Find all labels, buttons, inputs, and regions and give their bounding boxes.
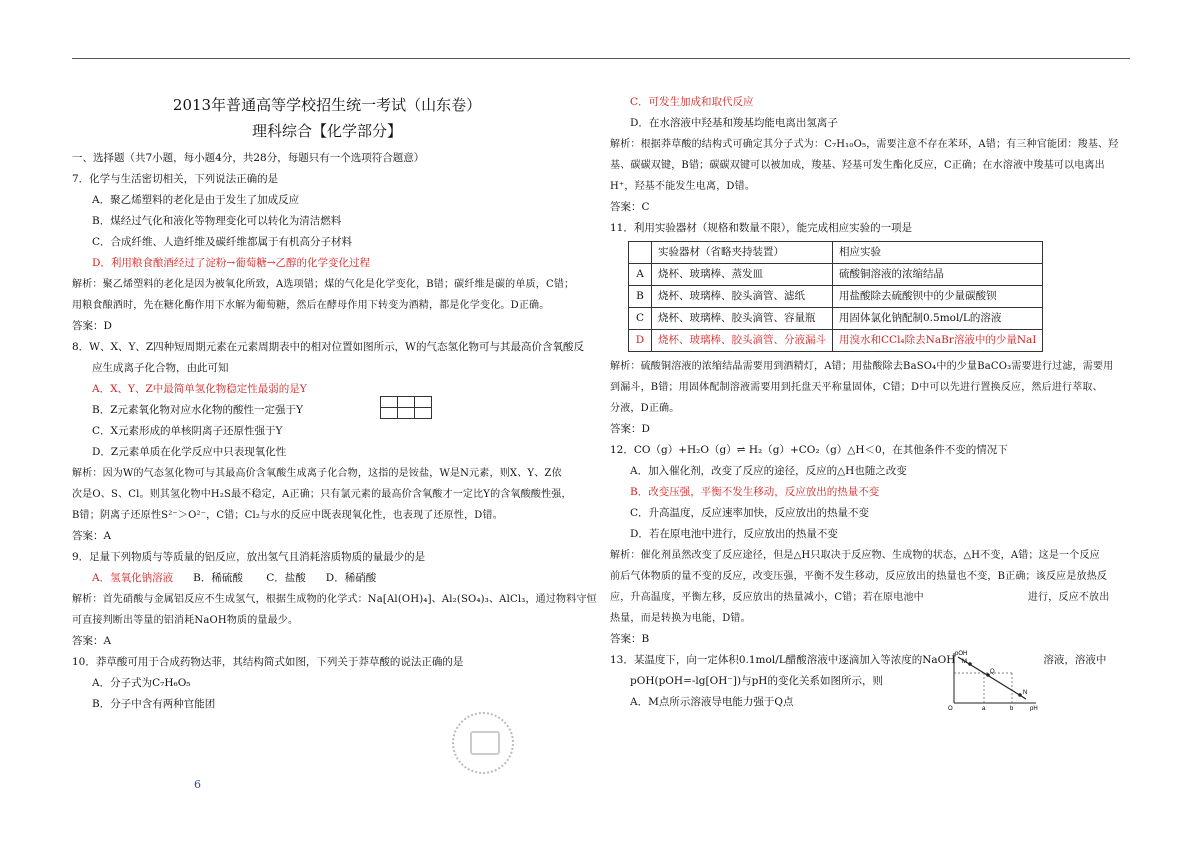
q10-answer: 答案：C [610,201,650,213]
q9-option-a: A．氢氧化钠溶液 [92,572,174,584]
q9-answer: 答案：A [72,635,112,647]
q7-answer: 答案：D [72,320,112,332]
q7-stem: 7．化学与生活密切相关，下列说法正确的是 [72,173,279,185]
q7-option-d: D．利用粮食酿酒经过了淀粉→葡萄糖→乙醇的化学变化过程 [92,257,371,269]
periodic-table-fragment [380,396,432,419]
q12-option-c: C．升高温度，反应速率加快，反应放出的热量不变 [630,507,870,519]
q7-option-a: A．聚乙烯塑料的老化是由于发生了加成反应 [92,194,300,206]
q12-stem: 12．CO（g）+H₂O（g）⇌ H₂（g）+CO₂（g）△H＜0，在其他条件不变的情况下 [610,444,1008,456]
q11-analysis-3: 分液，D正确。 [610,403,680,414]
label-n: N [1023,690,1028,696]
q12-analysis-4: 热量，而是转换为电能，D错。 [610,613,751,624]
q9-option-d: D．稀硝酸 [325,572,377,584]
q12-option-b: B．改变压强，平衡不发生移动，反应放出的热量不变 [630,486,880,498]
poh-ph-graph [940,649,1040,711]
q7-option-c: C．合成纤维、人造纤维及碳纤维都属于有机高分子材料 [92,236,353,248]
grid-cell [381,408,398,419]
right-column [610,92,1135,713]
image-placeholder-icon [452,712,514,774]
label-a: a [982,706,986,711]
label-m: M [962,659,967,665]
x-axis-label: pH [1030,706,1038,711]
y-axis-label: pOH [955,651,968,657]
table-header-cell [629,242,652,264]
table-cell: 用溴水和CCl₄除去NaBr溶液中的少量NaI [833,330,1043,352]
q11-answer: 答案：D [610,423,650,435]
q11-analysis-1: 解析：硫酸铜溶液的浓缩结晶需要用到酒精灯，A错；用盐酸除去BaSO₄中的少量BaCO₃需要进行过滤，需要用 [610,361,1114,372]
label-b: b [1010,706,1014,711]
left-column [72,92,597,715]
table-row [629,264,1043,286]
q8-stem-2: 应生成离子化合物，由此可知 [92,362,229,374]
q8-option-b: B．Z元素氧化物对应水化物的酸性一定强于Y [92,404,303,416]
q12-analysis-1: 解析：催化剂虽然改变了反应途径，但是△H只取决于反应物、生成物的状态，△H不变，A错；这是一个反应 [610,550,1100,561]
q9-option-c: C．盐酸 [266,572,306,584]
table-cell: 硫酸铜溶液的浓缩结晶 [833,264,1043,286]
q12-analysis-3b: 进行，反应不放出 [1027,592,1110,603]
table-row [629,308,1043,330]
q7-option-b: B．煤经过气化和液化等物理变化可以转化为清洁燃料 [92,215,342,227]
q7-analysis-2: 用粮食酿酒时，先在糖化酶作用下水解为葡萄糖，然后在酵母作用下转变为酒精，都是化学变化。D正确。 [72,300,550,311]
q10-analysis-1: 解析：根据莽草酸的结构式可确定其分子式为：C₇H₁₀O₅，需要注意不存在苯环，A错；有三种官能团：羧基、羟 [610,139,1119,150]
q8-option-c: C．X元素形成的单核阴离子还原性强于Y [92,425,283,437]
point-n [1018,693,1022,697]
label-q: Q [990,669,995,675]
page-number: 6 [194,778,201,791]
table-cell: B [629,286,652,308]
q10-option-a: A．分子式为C₇H₆O₅ [92,677,191,689]
q11-table [628,241,1043,352]
q12-analysis-3 [610,587,1135,608]
q12-option-d: D．若在原电池中进行，反应放出的热量不变 [630,528,838,540]
label-origin: O [948,706,953,711]
q8-option-a: A．X、Y、Z中最简单氢化物稳定性最弱的是Y [92,383,307,395]
q8-stem-1: 8．W、X、Y、Z四种短周期元素在元素周期表中的相对位置如图所示，W的气态氢化物可与其最高价含氧酸反 [72,341,584,353]
point-m [968,662,972,666]
q12-analysis-2: 前后气体物质的量不变的反应，改变压强，平衡不发生移动，反应放出的热量也不变，B正确；该反应是放热反 [610,571,1108,582]
table-cell: 烧杯、玻璃棒、胶头滴管、分液漏斗 [652,330,833,352]
table-cell: A [629,264,652,286]
table-cell: 用盐酸除去硫酸钡中的少量碳酸钡 [833,286,1043,308]
table-row-correct [629,330,1043,352]
q12-answer: 答案：B [610,633,650,645]
grid-cell [415,408,432,419]
q8-option-d: D．Z元素单质在化学反应中只表现氧化性 [92,446,287,458]
q9-options [72,568,582,589]
q9-option-b: B．稀硫酸 [193,572,243,584]
q13-stem-1 [610,650,1135,671]
exam-subtitle: 理科综合【化学部分】 [251,122,402,140]
header-rule [72,58,1130,59]
q13-stem-2: pOH(pOH=-lg[OH⁻])与pH的变化关系如图所示，则 [630,675,883,687]
table-cell: 用固体氯化钠配制0.5mol/L的溶液 [833,308,1043,330]
grid-cell [398,408,415,419]
q11-analysis-2: 到漏斗，B错；用固体配制溶液需要用到托盘天平称量固体，C错；D中可以先进行置换反应，然后进行萃取、 [610,382,1103,393]
q8-analysis-3: B错；阴离子还原性S²⁻＞O²⁻，C错；Cl₂与水的反应中既表现氧化性，也表现了还原性，D错。 [72,510,503,521]
q8-analysis-1: 解析：因为W的气态氢化物可与其最高价含氧酸生成离子化合物，这指的是铵盐，W是N元素，则X、Y、Z依 [72,468,562,479]
q10-analysis-3: H⁺，羟基不能发生电离，D错。 [610,181,756,192]
q12-analysis-3a: 应，升高温度，平衡左移，反应放出的热量减小，C错；若在原电池中 [610,592,924,603]
q7-analysis-1: 解析：聚乙烯塑料的老化是因为被氧化所致，A选项错；煤的气化是化学变化，B错；碳纤维是碳的单质，C错； [72,279,575,290]
poh-curve [958,657,1026,699]
grid-cell [381,397,398,408]
exam-title: 2013年普通高等学校招生统一考试（山东卷） [172,96,482,114]
q13-stem-1a: 13．某温度下，向一定体积0.1mol/L醋酸溶液中逐滴加入等浓度的NaOH [610,654,956,666]
q9-analysis-2: 可直接判断出等量的铝消耗NaOH物质的量最少。 [72,615,299,626]
q10-option-c: C．可发生加成和取代反应 [630,96,754,108]
section-heading: 一、选择题（共7小题，每小题4分，共28分，每题只有一个选项符合题意） [72,152,425,164]
table-cell: 烧杯、玻璃棒、蒸发皿 [652,264,833,286]
table-cell: C [629,308,652,330]
table-cell: 烧杯、玻璃棒、胶头滴管、容量瓶 [652,308,833,330]
table-header-row [629,242,1043,264]
q9-stem: 9．足量下列物质与等质量的铝反应，放出氢气且消耗溶质物质的量最少的是 [72,551,426,563]
table-row [629,286,1043,308]
table-header-cell: 相应实验 [833,242,1043,264]
q11-stem: 11．利用实验器材（规格和数量不限），能完成相应实验的一项是 [610,222,913,234]
q10-stem: 10．莽草酸可用于合成药物达菲，其结构简式如图，下列关于莽草酸的说法正确的是 [72,656,464,668]
q12-option-a: A．加入催化剂，改变了反应的途径，反应的△H也随之改变 [630,465,907,477]
table-cell: 烧杯、玻璃棒、胶头滴管、滤纸 [652,286,833,308]
table-cell: D [629,330,652,352]
table-header-cell: 实验器材（省略夹持装置） [652,242,833,264]
q10-option-b: B．分子中含有两种官能团 [92,698,216,710]
q13-option-a: A．M点所示溶液导电能力强于Q点 [630,696,794,708]
grid-cell [398,397,415,408]
q9-analysis-1: 解析：首先硝酸与金属铝反应不生成氢气，根据生成物的化学式：Na[Al(OH)₄]、Al₂(SO₄)₃、AlCl₃，通过物料守恒 [72,594,597,605]
q8-answer: 答案：A [72,530,112,542]
q10-analysis-2: 基、碳碳双键，B错；碳碳双键可以被加成，羧基、羟基可发生酯化反应，C正确；在水溶液中羧基可以电离出 [610,160,1105,171]
q8-analysis-2: 次是O、S、Cl。则其氢化物中H₂S最不稳定，A正确；只有氯元素的最高价含氧酸才一定比Y的含氧酸酸性强， [72,489,572,500]
q10-option-d: D．在水溶液中羟基和羧基均能电离出氢离子 [630,117,838,129]
grid-cell [415,397,432,408]
q13-stem-1b: 溶液，溶液中 [1043,654,1107,666]
